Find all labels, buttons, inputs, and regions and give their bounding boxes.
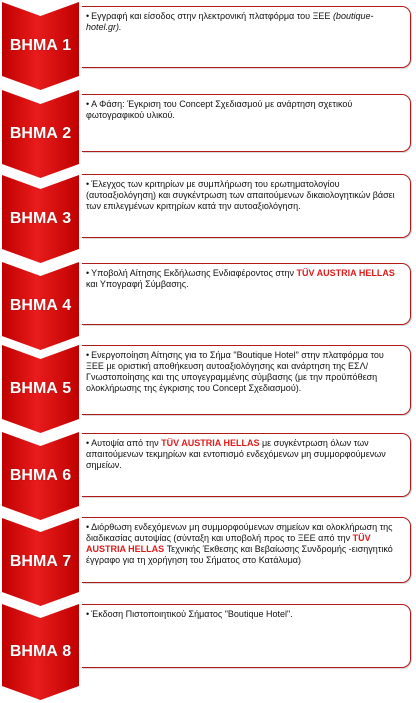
description-text: Έλεγχος των κριτηρίων με συμπλήρωση του ερωτηματολογίου (αυτοαξιολόγηση) και συγκέντρωση των απαιτούμενων δικαιολογητικών βάσει των επιλεγμένων κριτηρίων κατά την αυτοαξιολόγηση. <box>86 179 395 211</box>
description-text: και Υπογραφή Σύμβασης. <box>86 279 189 289</box>
step-description-box <box>82 6 411 68</box>
step-label: ΒΗΜΑ 6 <box>9 467 72 484</box>
step-description-box <box>82 517 411 583</box>
step-label: ΒΗΜΑ 8 <box>9 643 72 660</box>
step-description <box>82 518 410 566</box>
bullet-icon: • <box>86 609 90 619</box>
brand-name: TÜV AUSTRIA HELLAS <box>296 268 395 278</box>
bullet-icon: • <box>86 350 90 360</box>
step-label: ΒΗΜΑ 7 <box>9 553 72 570</box>
step-description-box <box>82 433 411 497</box>
step-description <box>82 7 410 33</box>
step-description <box>82 264 410 290</box>
step-description <box>82 434 410 471</box>
step-description-box <box>82 263 411 325</box>
bullet-icon: • <box>86 99 90 109</box>
description-text: Τεχνικής Έκθεσης και Βεβαίωσης Συνδρομής -εισηγητικό έγγραφο για τη χορήγηση του Σήματος στο Κατάλυμα) <box>86 544 393 565</box>
description-text: Αυτοψία από την <box>91 438 162 448</box>
step-description <box>82 346 410 394</box>
bullet-icon: • <box>86 179 90 189</box>
step-description <box>82 605 410 620</box>
step-description-box <box>82 604 411 668</box>
step-label: ΒΗΜΑ 5 <box>9 380 72 397</box>
step-description-box <box>82 94 411 152</box>
description-text: Υποβολή Αίτησης Εκδήλωσης Ενδιαφέροντος στην <box>91 268 297 278</box>
bullet-icon: • <box>86 438 90 448</box>
step-label: ΒΗΜΑ 2 <box>9 125 72 142</box>
description-text: Ενεργοποίηση Αίτησης για το Σήμα "Boutique Hotel" στην πλατφόρμα του ΞΕΕ με οριστική αποθήκευση αυτοαξιολόγησης και ανάρτηση της ΕΣΛ/Γνωστοποίησης και της υπογεγραμμένης σύμβασης (με την προϋπόθεση ολοκλήρωσης της έγκρισης του Concept Σχεδιασμού). <box>86 350 384 393</box>
bullet-icon: • <box>86 268 90 278</box>
description-text: (boutique-hotel.gr). <box>86 11 374 32</box>
step-description <box>82 175 410 212</box>
bullet-icon: • <box>86 11 90 21</box>
description-text: Διόρθωση ενδεχόμενων μη συμμορφούμενων σημείων και ολοκλήρωση της διαδικασίας αυτοψίας (σύνταξη και υποβολή προς το ΞΕΕ από την <box>86 522 393 543</box>
step-description-box <box>82 174 411 238</box>
description-text: Εγγραφή και είσοδος στην ηλεκτρονική πλατφόρμα του ΞΕΕ <box>91 11 333 21</box>
step-description <box>82 95 410 121</box>
brand-name: TÜV AUSTRIA HELLAS <box>161 438 260 448</box>
step-label: ΒΗΜΑ 4 <box>9 297 72 314</box>
description-text: Έκδοση Πιστοποιητικού Σήματος "Boutique Hotel". <box>91 609 293 619</box>
brand-name: TÜV AUSTRIA HELLAS <box>86 533 371 554</box>
description-text: με συγκέντρωση όλων των απαιτούμενων τεκμηρίων και εντοπισμό ενδεχόμενων μη συμμορφούμενων σημείων. <box>86 438 386 470</box>
bullet-icon: • <box>86 522 90 532</box>
step-label: ΒΗΜΑ 1 <box>9 37 72 54</box>
description-text: Α Φάση: Έγκριση του Concept Σχεδιασμού με ανάρτηση σχετικού φωτογραφικού υλικού. <box>86 99 353 120</box>
step-label: ΒΗΜΑ 3 <box>9 210 72 227</box>
step-description-box <box>82 345 411 415</box>
